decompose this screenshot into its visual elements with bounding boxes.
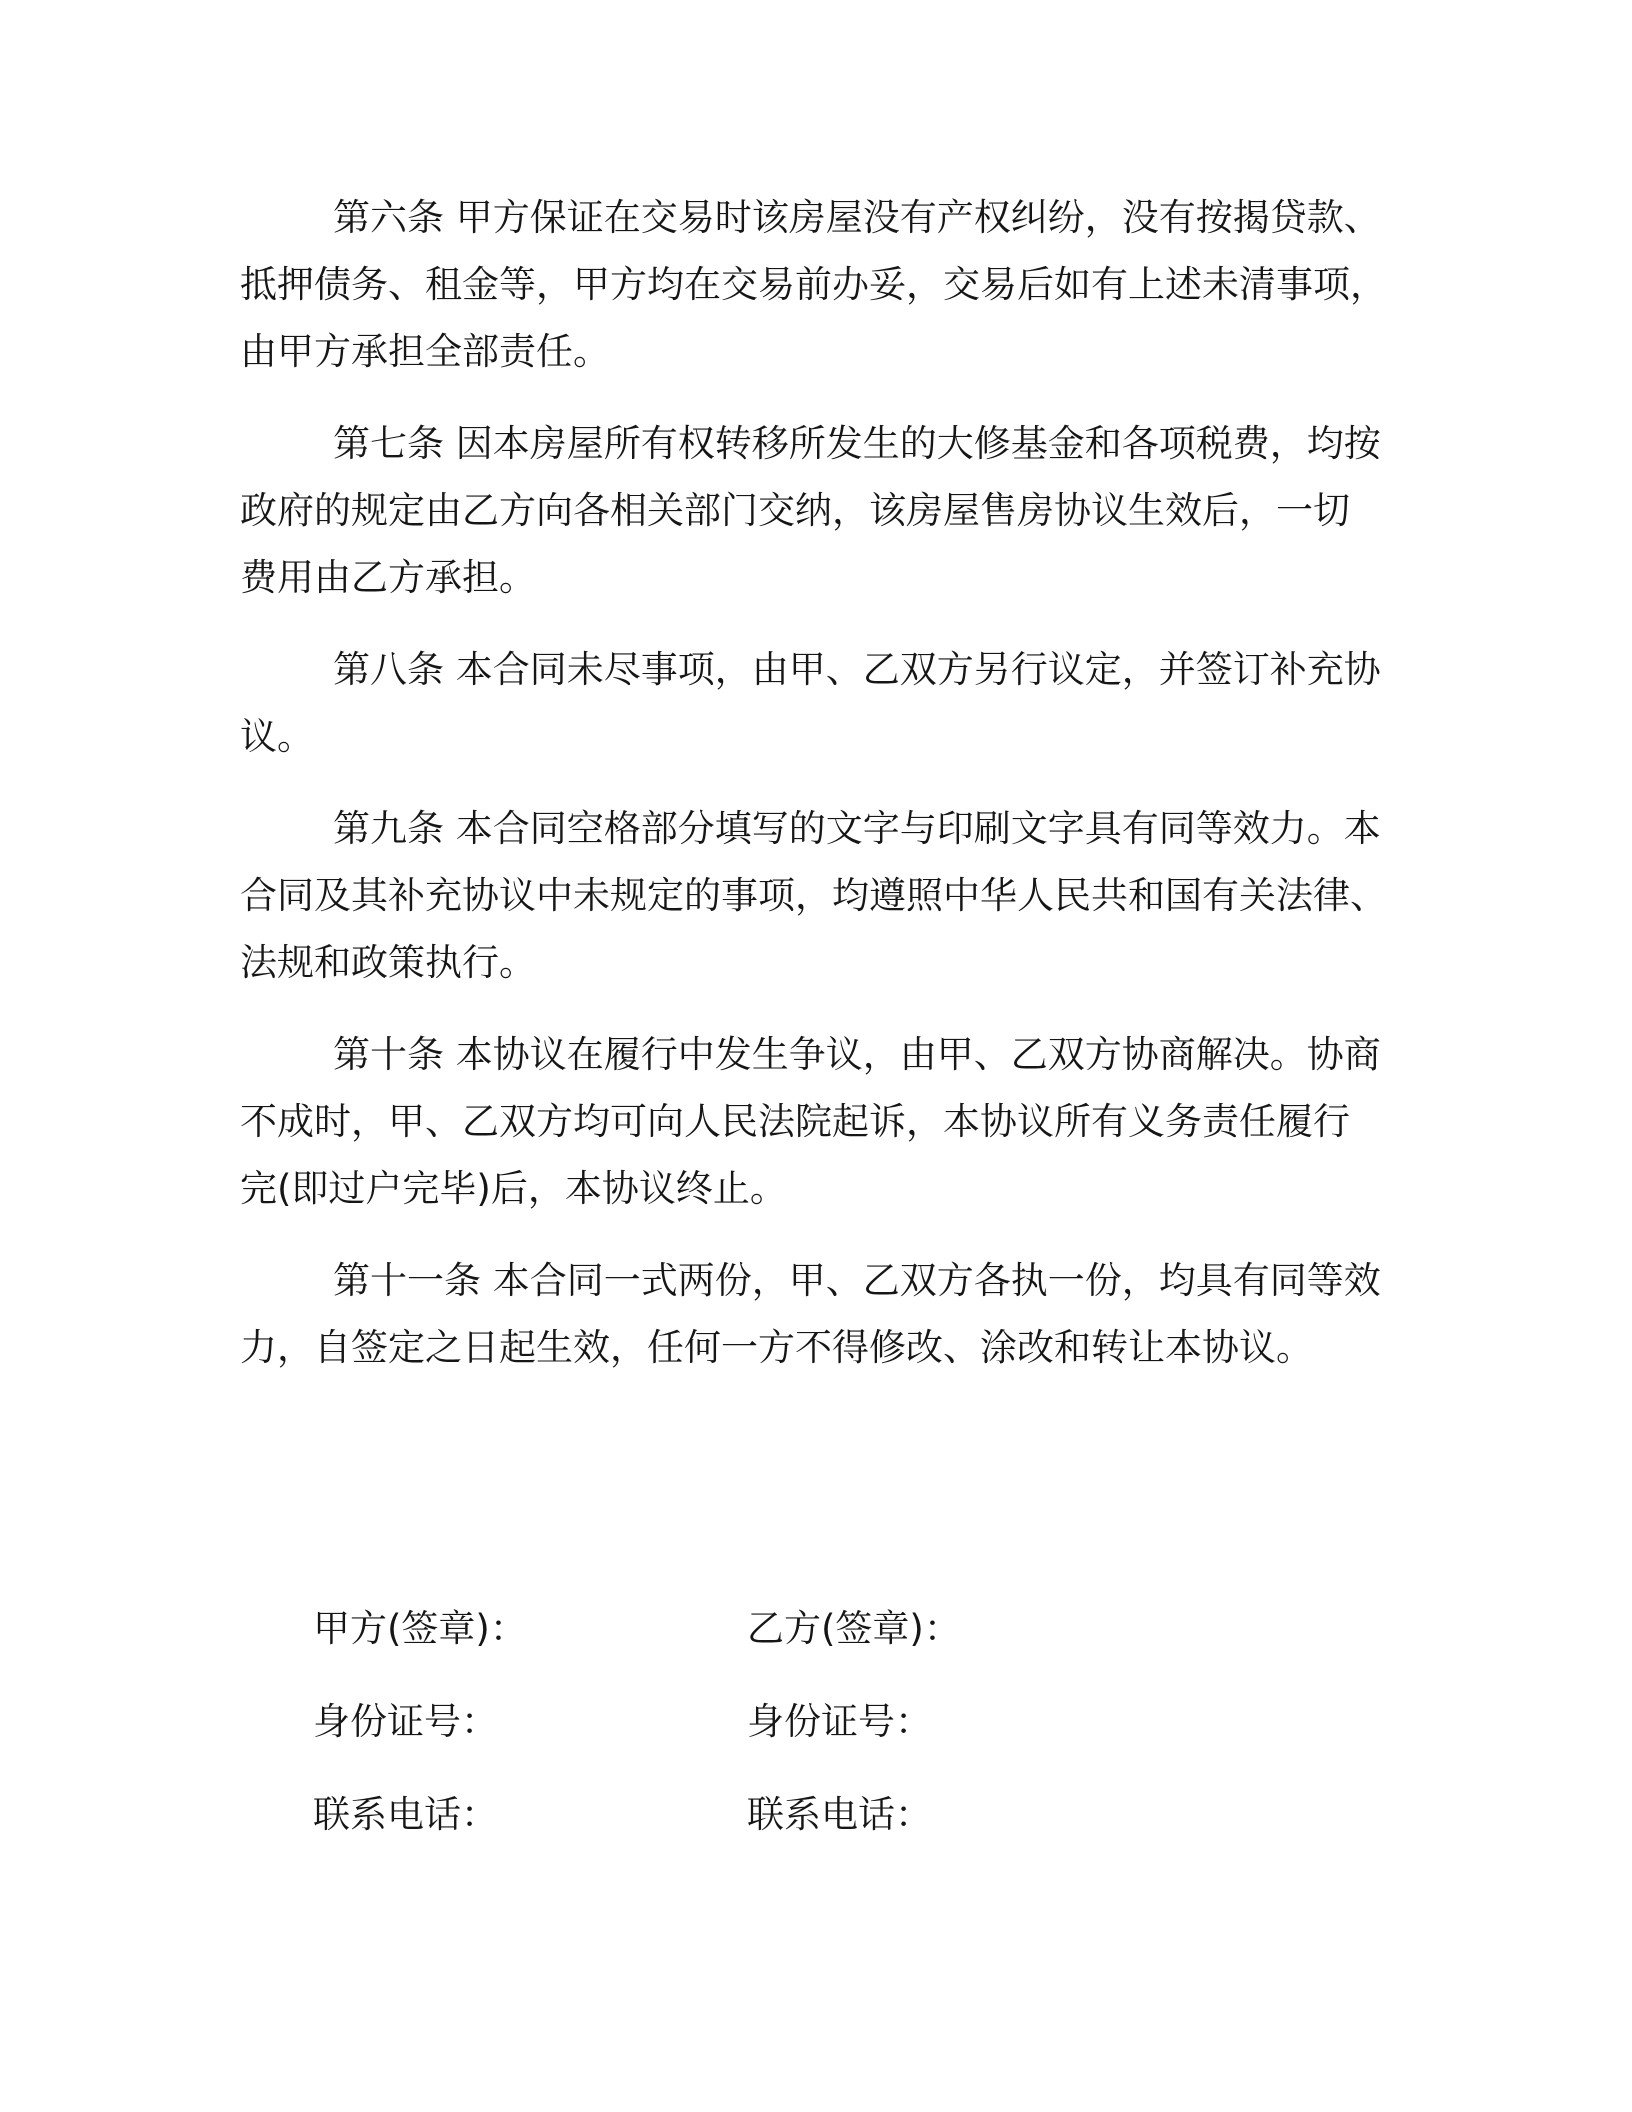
signature-row-seal bbox=[313, 1582, 1213, 1675]
clause-11 bbox=[240, 1247, 1390, 1381]
clause-10-line-1: 第十条 本协议在履行中发生争议，由甲、乙双方协商解决。协商 bbox=[333, 1033, 1381, 1076]
clause-9 bbox=[240, 795, 1390, 996]
clause-9-line-1: 第九条 本合同空格部分填写的文字与印刷文字具有同等效力。本 bbox=[333, 807, 1381, 850]
clause-11-line-1: 第十一条 本合同一式两份，甲、乙双方各执一份，均具有同等效 bbox=[333, 1259, 1381, 1302]
signature-block bbox=[313, 1582, 1213, 1861]
clause-7-line-1: 第七条 因本房屋所有权转移所发生的大修基金和各项税费，均按 bbox=[333, 422, 1381, 465]
clause-8-line-1: 第八条 本合同未尽事项，由甲、乙双方另行议定，并签订补充协 bbox=[333, 648, 1381, 691]
contract-body bbox=[240, 184, 1390, 1406]
clause-6-line-2: 抵押债务、租金等，甲方均在交易前办妥，交易后如有上述未清事项， bbox=[240, 263, 1387, 306]
clause-11-line-2: 力，自签定之日起生效，任何一方不得修改、涂改和转让本协议。 bbox=[240, 1326, 1313, 1369]
clause-8 bbox=[240, 636, 1390, 770]
signature-row-phone bbox=[313, 1768, 1213, 1861]
party-a-id-label: 身份证号： bbox=[313, 1700, 498, 1743]
party-b-phone-label: 联系电话： bbox=[747, 1793, 932, 1836]
party-b-id-label: 身份证号： bbox=[747, 1700, 932, 1743]
clause-6 bbox=[240, 184, 1390, 385]
party-a-phone-label: 联系电话： bbox=[313, 1793, 498, 1836]
party-b-seal-label: 乙方(签章)： bbox=[747, 1607, 961, 1650]
clause-8-line-2: 议。 bbox=[240, 715, 314, 758]
clause-10 bbox=[240, 1021, 1390, 1222]
signature-row-id bbox=[313, 1675, 1213, 1768]
clause-9-line-2: 合同及其补充协议中未规定的事项，均遵照中华人民共和国有关法律、 bbox=[240, 874, 1387, 917]
party-a-seal-label: 甲方(签章)： bbox=[313, 1607, 527, 1650]
clause-7-line-2: 政府的规定由乙方向各相关部门交纳，该房屋售房协议生效后，一切 bbox=[240, 489, 1350, 532]
clause-6-line-3: 由甲方承担全部责任。 bbox=[240, 330, 610, 373]
clause-10-line-3: 完(即过户完毕)后，本协议终止。 bbox=[240, 1167, 787, 1210]
clause-7-line-3: 费用由乙方承担。 bbox=[240, 556, 536, 599]
clause-10-line-2: 不成时，甲、乙双方均可向人民法院起诉，本协议所有义务责任履行 bbox=[240, 1100, 1350, 1143]
clause-9-line-3: 法规和政策执行。 bbox=[240, 941, 536, 984]
clause-6-line-1: 第六条 甲方保证在交易时该房屋没有产权纠纷，没有按揭贷款、 bbox=[333, 196, 1381, 239]
clause-7 bbox=[240, 410, 1390, 611]
